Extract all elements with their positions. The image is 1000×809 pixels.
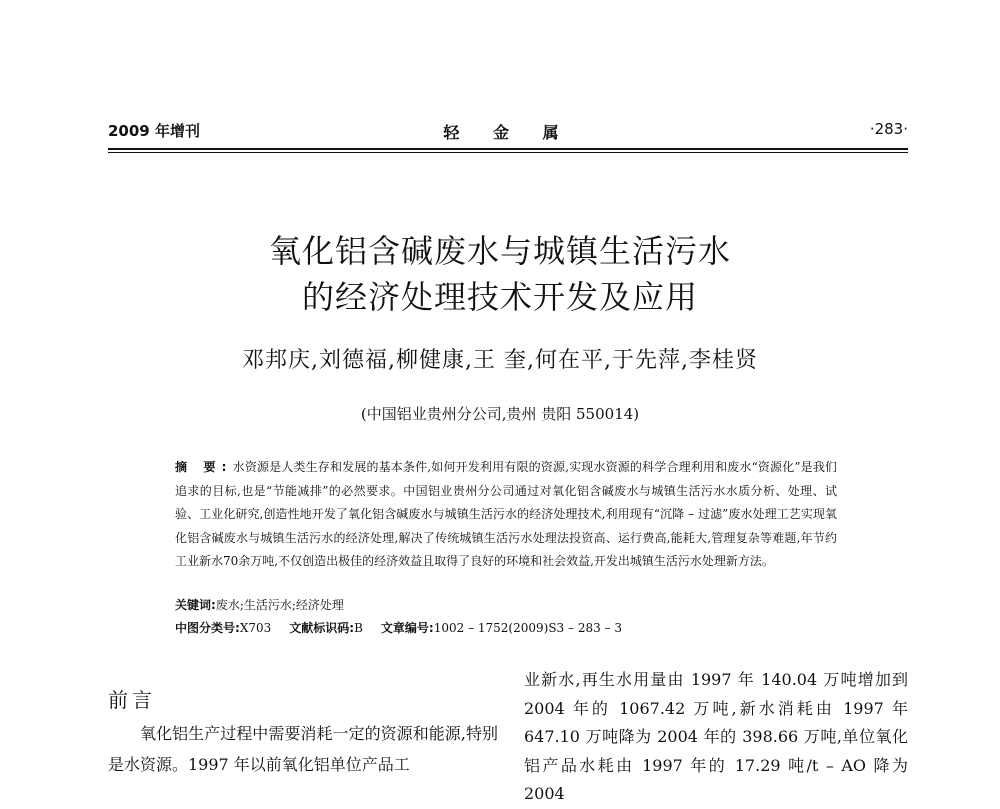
abstract-text: 水资源是人类生存和发展的基本条件,如何开发利用有限的资源,实现水资源的科学合理利用和废水“资源化”是我们追求的目标,也是“节能减排”的必然要求。中国铝业贵州分公司通过对氧化铝含碱废水与城镇生活污水水质分析、处理、试验、工业化研究,创造性地开发了氧化铝含碱废水与城镇生活污水的经济处理技术,利用现有“沉降 – 过滤”废水处理工艺实现氧化铝含碱废水与城镇生活污水的经济处理,解决了传统城镇生活污水处理法投资高、运行费高,能耗大,管理复杂等难题,年节约工业新水70余万吨,不仅创造出极佳的经济效益且取得了良好的环境和社会效益,开发出城镇生活污水处理新方法。: [175, 460, 837, 568]
title-line-2: 的经济处理技术开发及应用: [301, 278, 698, 316]
affiliation: (中国铝业贵州分公司,贵州 贵阳 550014): [360, 405, 640, 423]
left-column-text: 氧化铝生产过程中需要消耗一定的资源和能源,特别是水资源。1997 年以前氧化铝单位产品工: [108, 724, 498, 774]
keywords: [175, 596, 837, 613]
abstract: [175, 456, 837, 574]
journal-name: 轻 金 属: [443, 123, 573, 142]
running-header: [108, 120, 908, 150]
section-title: 前言: [108, 688, 156, 712]
header-rule-thick: [108, 148, 908, 150]
classification-line: [175, 619, 875, 636]
doc-code-value: B: [354, 621, 363, 635]
author-list: 邓邦庆,刘德福,柳健康,王 奎,何在平,于先萍,李桂贤: [242, 348, 758, 373]
doc-code-label: 文献标识码:: [289, 621, 355, 635]
abstract-label: 摘 要:: [175, 460, 233, 474]
keywords-text: 废水;生活污水;经济处理: [215, 598, 344, 612]
clc-value: X703: [239, 621, 272, 635]
right-column-text: 业新水,再生水用量由 1997 年 140.04 万吨增加到 2004 年的 1067.42 万吨,新水消耗由 1997 年 647.10 万吨降为 2004 年的 398.66 万吨,单位氧化铝产品水耗由 1997 年的 17.29 吨/t – AO 降为 2004: [524, 670, 908, 803]
article-number-value: 1002 – 1752(2009)S3 – 283 – 3: [433, 621, 622, 635]
header-rule-thin: [108, 152, 908, 153]
keywords-label: 关键词:: [175, 598, 216, 612]
title-line-1: 氧化铝含碱废水与城镇生活污水: [268, 232, 731, 270]
page-number: ·283·: [869, 120, 908, 138]
clc-label: 中图分类号:: [175, 621, 240, 635]
article-number-label: 文章编号:: [380, 621, 434, 635]
issue-label: 2009 年增刊: [108, 122, 200, 140]
